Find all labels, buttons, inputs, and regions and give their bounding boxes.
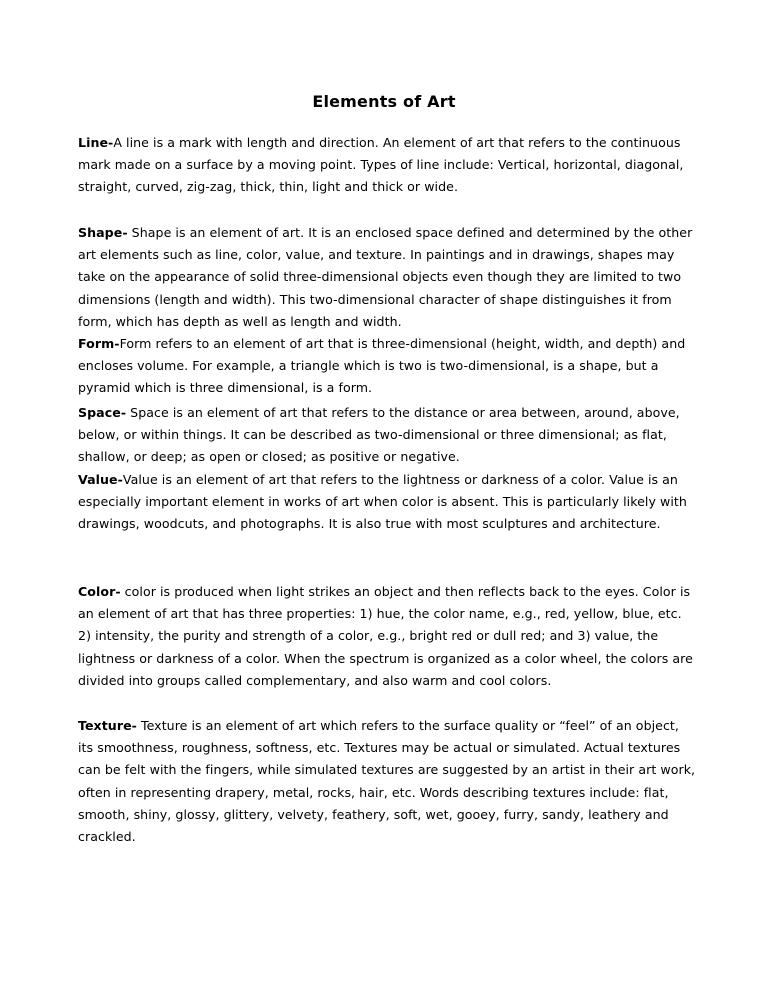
term-color: Color-	[78, 584, 121, 599]
term-form: Form-	[78, 336, 120, 351]
section-value	[78, 469, 698, 536]
section-texture	[78, 715, 698, 848]
definition-texture: Texture is an element of art which refers to the surface quality or “feel” of an object, its smoothness, roughness, softness, etc. Textures may be actual or simulated. Actual textures can be felt with the fingers, while simulated textures are suggested by an artist in their art work, often in representing drapery, metal, rocks, hair, etc. Words describing textures include: flat, smooth, shiny, glossy, glittery, velvety, feathery, soft, wet, gooey, furry, sandy, leathery and crackled.	[78, 718, 696, 845]
section-shape	[78, 222, 698, 333]
section-line	[78, 132, 698, 199]
definition-shape: Shape is an element of art. It is an enclosed space defined and determined by the other art elements such as line, color, value, and texture. In paintings and in drawings, shapes may take on the appearance of solid three-dimensional objects even though they are limited to two dimensions (length and width). This two-dimensional character of shape distinguishes it from form, which has depth as well as length and width.	[78, 225, 693, 329]
term-shape: Shape-	[78, 225, 128, 240]
definition-line: A line is a mark with length and direction. An element of art that refers to the continuous mark made on a surface by a moving point. Types of line include: Vertical, horizontal, diagonal, straight, curved, zig-zag, thick, thin, light and thick or wide.	[78, 135, 684, 195]
definition-color: color is produced when light strikes an object and then reflects back to the eyes. Color is an element of art that has three properties: 1) hue, the color name, e.g., red, yellow, blue, etc. 2) intensity, the purity and strength of a color, e.g., bright red or dull red; and 3) value, the lightness or darkness of a color. When the spectrum is organized as a color wheel, the colors are divided into groups called complementary, and also warm and cool colors.	[78, 584, 693, 688]
definition-value: Value is an element of art that refers to the lightness or darkness of a color. Value is an especially important element in works of art when color is absent. This is particularly likely with drawings, woodcuts, and photographs. It is also true with most sculptures and architecture.	[78, 472, 687, 532]
term-line: Line-	[78, 135, 114, 150]
section-color	[78, 581, 698, 692]
definition-space: Space is an element of art that refers to the distance or area between, around, above, below, or within things. It can be described as two-dimensional or three dimensional; as flat, shallow, or deep; as open or closed; as positive or negative.	[78, 405, 680, 465]
section-form	[78, 333, 698, 400]
term-space: Space-	[78, 405, 127, 420]
page-title: Elements of Art	[312, 92, 456, 111]
section-space	[78, 402, 698, 469]
term-value: Value-	[78, 472, 123, 487]
term-texture: Texture-	[78, 718, 137, 733]
definition-form: Form refers to an element of art that is three-dimensional (height, width, and depth) and encloses volume. For example, a triangle which is two is two-dimensional, is a shape, but a pyramid which is three dimensional, is a form.	[78, 336, 686, 396]
